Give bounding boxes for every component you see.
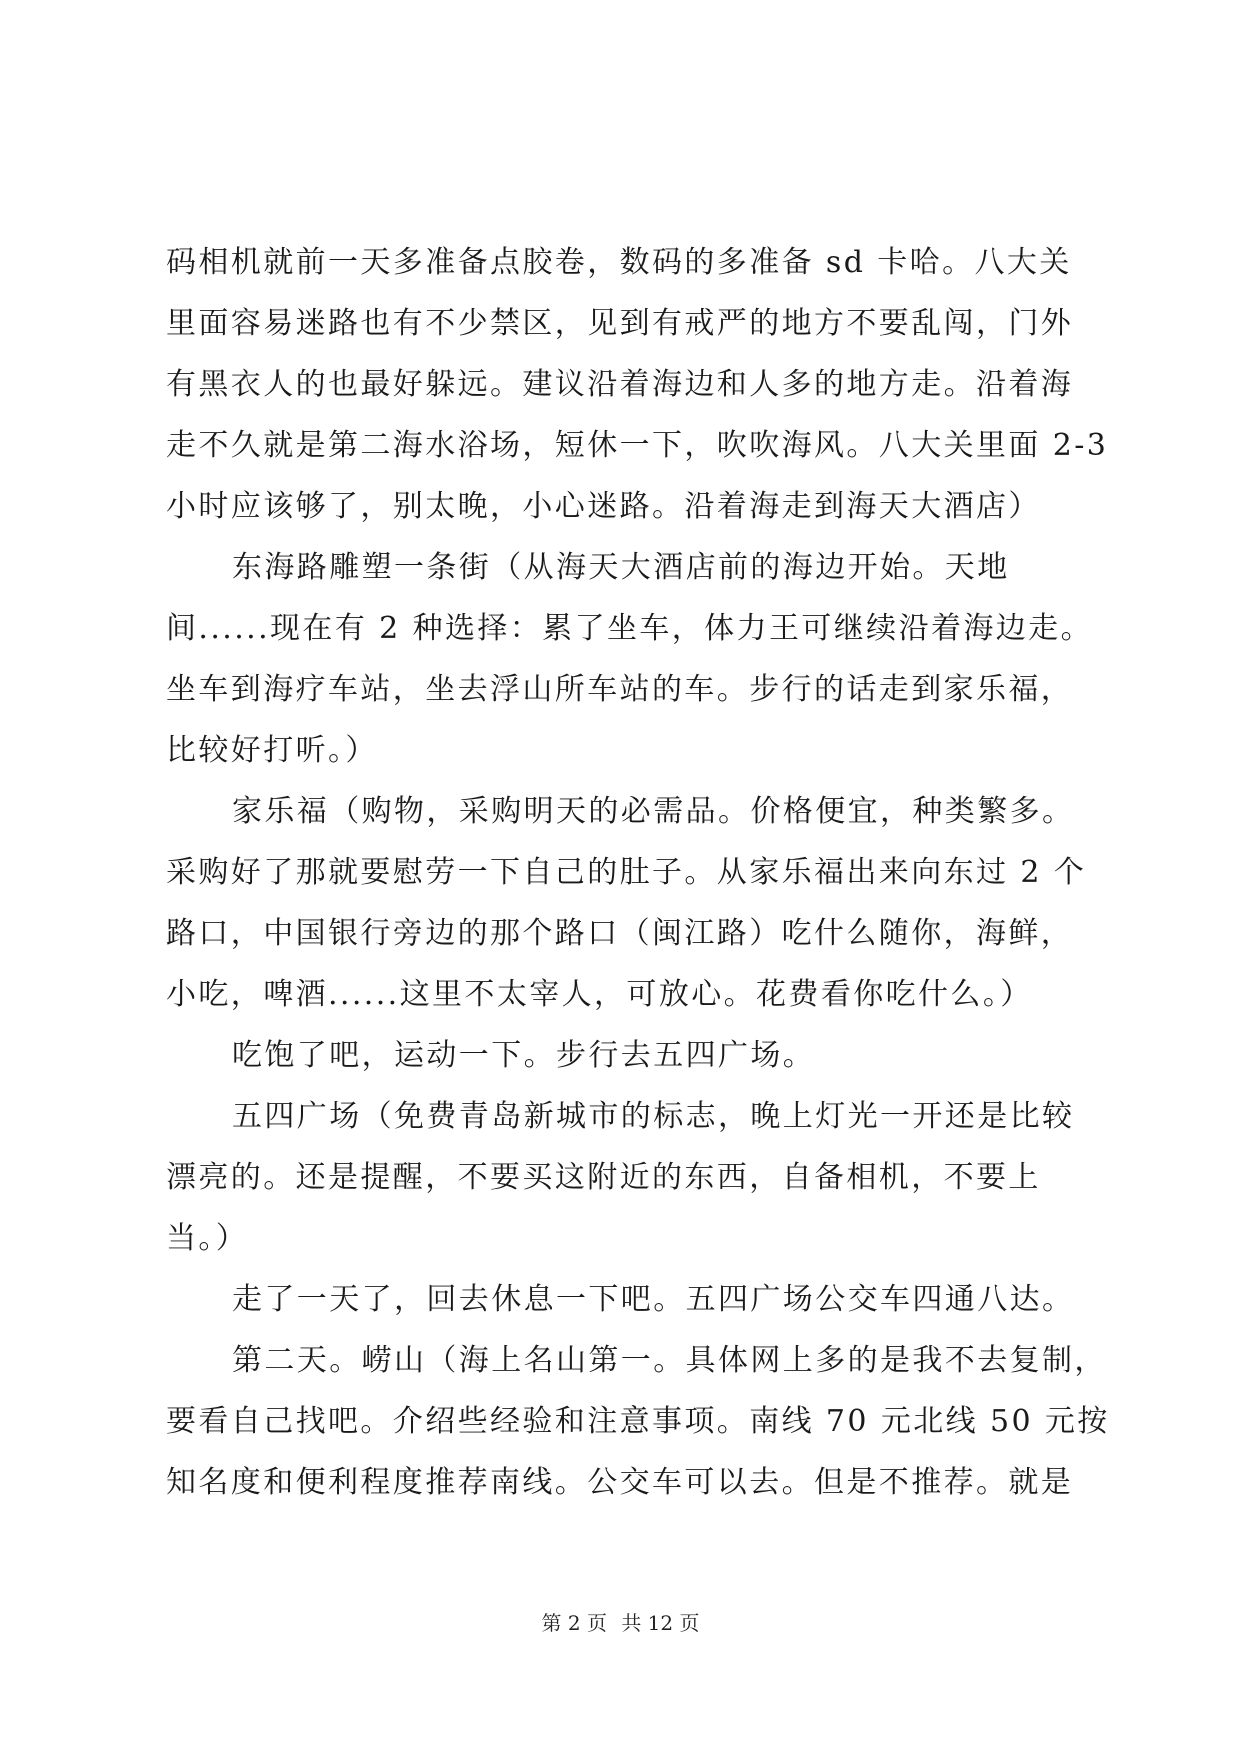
text-line: 里面容易迷路也有不少禁区，见到有戒严的地方不要乱闯，门外 bbox=[166, 306, 1074, 341]
paragraph-start-line: 东海路雕塑一条街（从海天大酒店前的海边开始。天地 bbox=[232, 550, 1010, 585]
text-line: 比较好打听。） bbox=[166, 733, 378, 768]
text-line: 走不久就是第二海水浴场，短休一下，吹吹海风。八大关里面 2-3 bbox=[166, 428, 1109, 463]
text-line: 漂亮的。还是提醒，不要买这附近的东西，自备相机，不要上 bbox=[166, 1160, 1041, 1195]
page-footer bbox=[0, 1608, 1241, 1638]
page-total: 共 12 页 bbox=[621, 1611, 700, 1635]
text-line: 码相机就前一天多准备点胶卷，数码的多准备 sd 卡哈。八大关 bbox=[166, 245, 1072, 280]
text-line: 当。） bbox=[166, 1221, 249, 1256]
text-line: 小吃，啤酒......这里不太宰人，可放心。花费看你吃什么。） bbox=[166, 977, 1033, 1012]
paragraph-start-line: 走了一天了，回去休息一下吧。五四广场公交车四通八达。 bbox=[232, 1282, 1075, 1317]
text-line: 小时应该够了，别太晚，小心迷路。沿着海走到海天大酒店） bbox=[166, 489, 1041, 524]
text-line: 坐车到海疗车站，坐去浮山所车站的车。步行的话走到家乐福， bbox=[166, 672, 1074, 707]
paragraph-start-line: 家乐福（购物，采购明天的必需品。价格便宜，种类繁多。 bbox=[232, 794, 1075, 829]
body-text bbox=[166, 232, 1110, 1513]
text-line: 采购好了那就要慰劳一下自己的肚子。从家乐福出来向东过 2 个 bbox=[166, 855, 1087, 890]
text-line: 有黑衣人的也最好躲远。建议沿着海边和人多的地方走。沿着海 bbox=[166, 367, 1074, 402]
text-line: 路口，中国银行旁边的那个路口（闽江路）吃什么随你，海鲜， bbox=[166, 916, 1074, 951]
paragraph-start-line: 五四广场（免费青岛新城市的标志，晚上灯光一开还是比较 bbox=[232, 1099, 1075, 1134]
page-number: 第 2 页 bbox=[541, 1611, 607, 1635]
text-line: 知名度和便利程度推荐南线。公交车可以去。但是不推荐。就是 bbox=[166, 1465, 1074, 1500]
paragraph-start-line: 第二天。崂山（海上名山第一。具体网上多的是我不去复制， bbox=[232, 1343, 1107, 1378]
text-line: 要看自己找吧。介绍些经验和注意事项。南线 70 元北线 50 元按 bbox=[166, 1404, 1110, 1439]
paragraph-start-line: 吃饱了吧，运动一下。步行去五四广场。 bbox=[232, 1038, 816, 1073]
text-line: 间......现在有 2 种选择：累了坐车，体力王可继续沿着海边走。 bbox=[166, 611, 1093, 646]
